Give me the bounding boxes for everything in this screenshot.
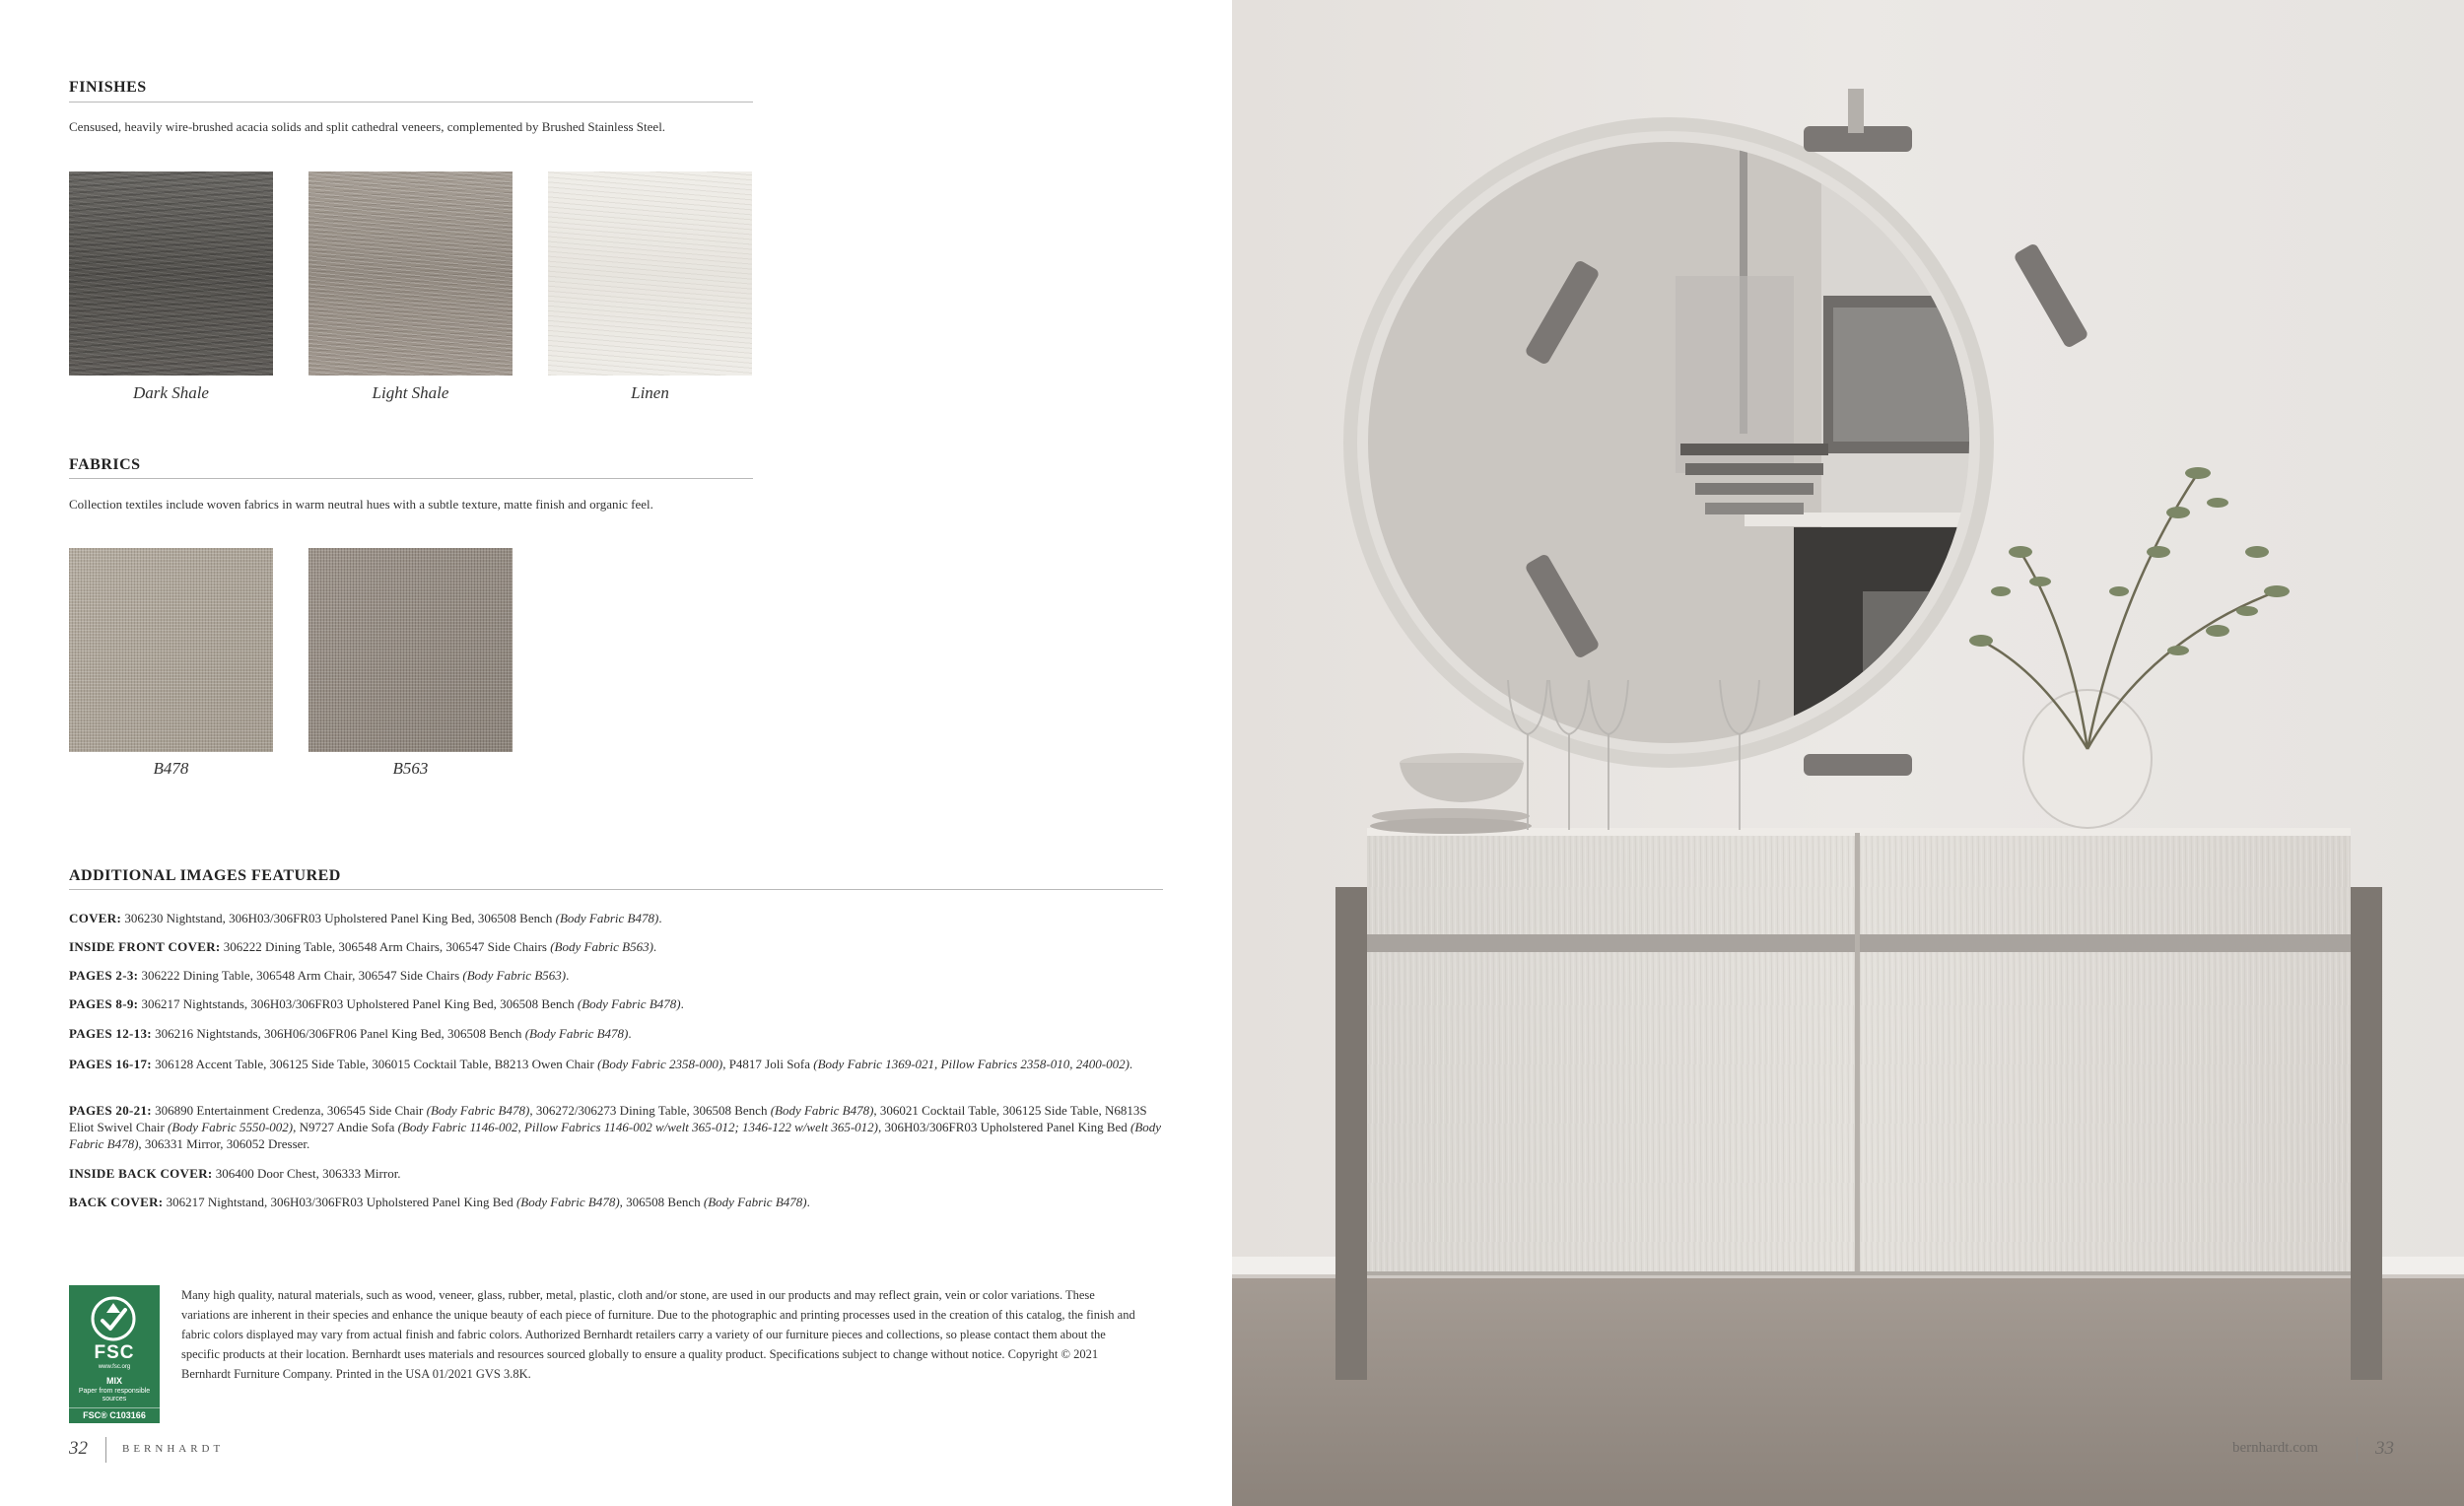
fsc-tree-check-icon [89,1295,138,1342]
fsc-code: FSC® C103166 [69,1407,160,1420]
fabric-swatch-b478 [69,548,273,752]
fabric-label-b478: B478 [153,759,189,778]
fabric-label-b563: B563 [392,759,429,778]
fabrics-heading: FABRICS [69,456,141,473]
additional-rule [69,889,1163,890]
fsc-logo [69,1285,160,1423]
finish-label-light-shale: Light Shale [372,383,449,402]
finishes-rule [69,102,753,103]
additional-heading: ADDITIONAL IMAGES FEATURED [69,867,341,884]
finish-label-dark-shale: Dark Shale [133,383,209,402]
entry-inside-back-cover: INSIDE BACK COVER: 306400 Door Chest, 306333 Mirror. [69,1166,401,1181]
right-page-photo [1232,0,2464,1506]
entry-pages-2-3: PAGES 2-3: 306222 Dining Table, 306548 Arm Chair, 306547 Side Chairs (Body Fabric B563). [69,968,570,983]
entry-cover: COVER: 306230 Nightstand, 306H03/306FR03 Upholstered Panel King Bed, 306508 Bench (Body Fabric B478). [69,911,662,925]
finish-label-linen: Linen [631,383,669,402]
entry-pages-8-9: PAGES 8-9: 306217 Nightstands, 306H03/306FR03 Upholstered Panel King Bed, 306508 Bench (Body Fabric B478). [69,996,684,1011]
finish-swatch-linen [548,171,752,376]
finish-swatch-dark-shale [69,171,273,376]
fabrics-rule [69,478,753,479]
left-footer-divider [105,1437,106,1463]
finishes-description: Censused, heavily wire-brushed acacia solids and split cathedral veneers, complemented by Brushed Stainless Steel. [69,119,666,134]
fsc-mix: MIX [105,1376,122,1386]
fabric-swatch-b563 [308,548,513,752]
entry-back-cover: BACK COVER: 306217 Nightstand, 306H03/306FR03 Upholstered Panel King Bed (Body Fabric B478), 306508 Bench (Body Fabric B478). [69,1195,810,1209]
entry-pages-16-17: PAGES 16-17: 306128 Accent Table, 306125 Side Table, 306015 Cocktail Table, B8213 Owen Chair (Body Fabric 2358-000), P4817 Joli Sofa (Body Fabric 1369-021, Pillow Fabrics 2358-010, 2400-002). [69,1057,1133,1071]
fabrics-description: Collection textiles include woven fabrics in warm neutral hues with a subtle texture, matte finish and organic feel. [69,497,653,512]
finishes-heading: FINISHES [69,79,147,96]
entry-pages-12-13: PAGES 12-13: 306216 Nightstands, 306H06/306FR06 Panel King Bed, 306508 Bench (Body Fabric B478). [69,1026,632,1041]
entry-pages-20-21: PAGES 20-21: 306890 Entertainment Credenza, 306545 Side Chair (Body Fabric B478), 306272/306273 Dining Table, 306508 Bench (Body Fabric B478), 306021 Cocktail Table, 306125 Side Table, N6813S Eliot Swivel Chair (Body Fabric 5550-002), N9727 Andie Sofa (Body Fabric 1146-002, Pillow Fabrics 1146-002 w/welt 365-012; 1346-122 w/welt 365-012), 306H03/306FR03 Upholstered Panel King Bed (Body Fabric B478), 306331 Mirror, 306052 Dresser. [69,1103,1162,1151]
fsc-source: Paper from responsible sources [78,1388,151,1403]
right-page-number: 33 [2375,1438,2394,1459]
fsc-url: www.fsc.org [98,1364,131,1370]
disclaimer: Many high quality, natural materials, such as wood, veneer, glass, rubber, metal, plastic, cloth and/or stone, are used in our products and may reflect grain, vein or color variations. These variations are inherent in their species and enhance the unique beauty of each piece of furniture. Due to the photographic and printing processes used in the creation of this catalog, the finish and fabric colors displayed may vary from actual finish and fabric colors. Authorized Bernhardt retailers carry a variety of our furniture pieces and collections, so please contact them about the specific products at their location. Bernhardt uses materials and resources sourced globally to ensure a quality product. Specifications subject to change without notice. Copyright © 2021 Bernhardt Furniture Company. Printed in the USA 01/2021 GVS 3.8K. [181,1288,1135,1381]
credenza-mirror-photo [1232,0,2464,1506]
footer-site: bernhardt.com [2232,1440,2319,1456]
entry-inside-front-cover: INSIDE FRONT COVER: 306222 Dining Table, 306548 Arm Chairs, 306547 Side Chairs (Body Fabric B563). [69,939,657,954]
right-footer-divider [2357,1437,2358,1463]
left-page-number: 32 [69,1438,88,1459]
finish-swatch-light-shale [308,171,513,376]
footer-brand: BERNHARDT [122,1443,225,1455]
fsc-name: FSC [94,1342,135,1363]
